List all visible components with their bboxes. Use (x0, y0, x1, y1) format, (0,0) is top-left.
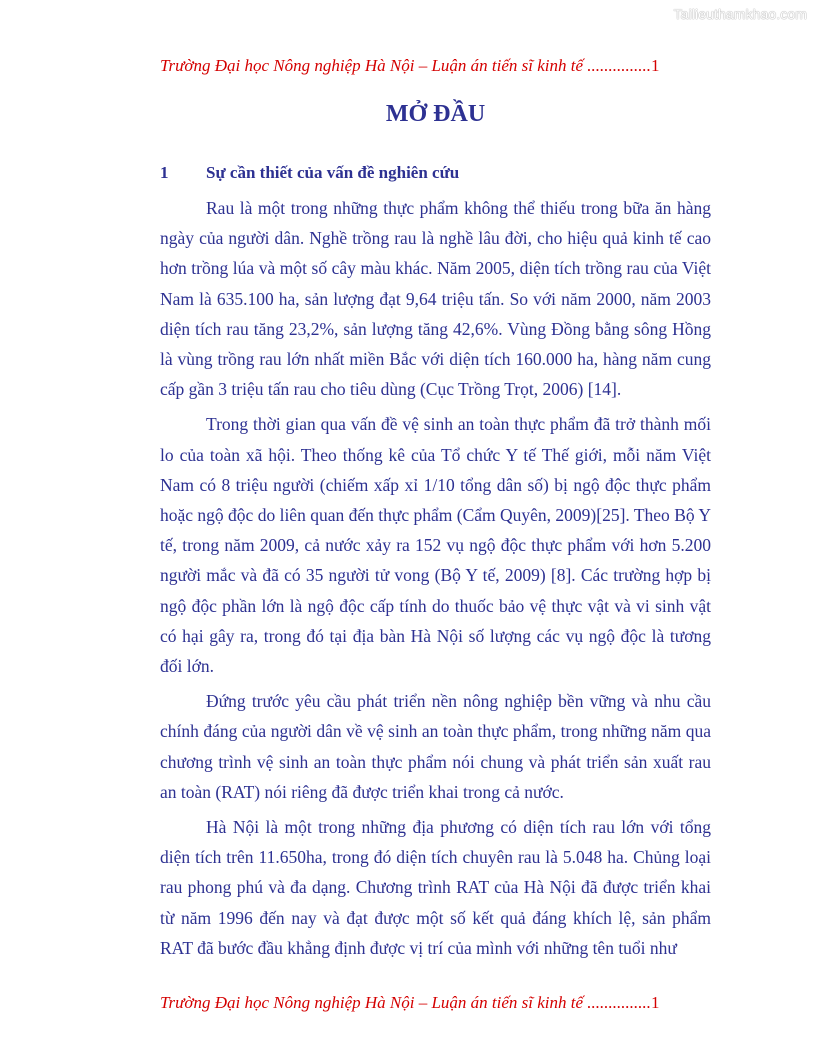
running-header-page-number: 1 (651, 56, 660, 75)
paragraph: Đứng trước yêu cầu phát triển nền nông nghiệp bền vững và nhu cầu chính đáng của người dân về vệ sinh an toàn thực phẩm, trong những năm qua chương trình vệ sinh an toàn thực phẩm nói chung và phát triển sản xuất rau an toàn (RAT) nói riêng đã được triển khai trong cả nước. (160, 691, 711, 802)
running-header (160, 56, 676, 76)
paragraph: Hà Nội là một trong những địa phương có diện tích rau lớn với tổng diện tích trên 11.650ha, trong đó diện tích chuyên rau là 5.048 ha. Chủng loại rau phong phú và đa dạng. Chương trình RAT của Hà Nội đã được triển khai từ năm 1996 đến nay và đạt được một số kết quả đáng khích lệ, sản phẩm RAT đã bước đầu khẳng định được vị trí của mình với những tên tuổi như (160, 817, 711, 958)
running-footer-text: Trường Đại học Nông nghiệp Hà Nội – Luận án tiến sĩ kinh tế ............... (160, 993, 652, 1012)
running-footer-page-number: 1 (651, 993, 660, 1012)
body-text (160, 193, 711, 968)
watermark: Tailieuthamkhao.com (673, 6, 807, 22)
section-title: Sự cần thiết của vấn đề nghiên cứu (206, 163, 460, 182)
section-number: 1 (160, 163, 169, 182)
page-title: MỞ ĐẦU (385, 101, 486, 127)
paragraph: Rau là một trong những thực phẩm không thể thiếu trong bữa ăn hàng ngày của người dân. Nghề trồng rau là nghề lâu đời, cho hiệu quả kinh tế cao hơn trồng lúa và một số cây màu khác. Năm 2005, diện tích trồng rau của Việt Nam là 635.100 ha, sản lượng đạt 9,64 triệu tấn. So với năm 2000, năm 2003 diện tích rau tăng 23,2%, sản lượng tăng 42,6%. Vùng Đồng bằng sông Hồng là vùng trồng rau lớn nhất miền Bắc với diện tích 160.000 ha, hàng năm cung cấp gần 3 triệu tấn rau cho tiêu dùng (Cục Trồng Trọt, 2006) [14]. (160, 198, 711, 400)
paragraph: Trong thời gian qua vấn đề vệ sinh an toàn thực phẩm đã trở thành mối lo của toàn xã hội. Theo thống kê của Tổ chức Y tế Thế giới, mỗi năm Việt Nam có 8 triệu người (chiếm xấp xỉ 1/10 tổng dân số) bị ngộ độc thực phẩm hoặc ngộ độc do liên quan đến thực phẩm (Cẩm Quyên, 2009)[25]. Theo Bộ Y tế, trong năm 2009, cả nước xảy ra 152 vụ ngộ độc thực phẩm với hơn 5.200 người mắc và đã có 35 người tử vong (Bộ Y tế, 2009) [8]. Các trường hợp bị ngộ độc phần lớn là ngộ độc cấp tính do thuốc bảo vệ thực vật và vi sinh vật có hại gây ra, trong đó tại địa bàn Hà Nội số lượng các vụ ngộ độc là tương đối lớn. (160, 414, 711, 677)
section-heading (160, 163, 459, 183)
running-header-text: Trường Đại học Nông nghiệp Hà Nội – Luận án tiến sĩ kinh tế ............... (160, 56, 652, 75)
running-footer (160, 993, 676, 1013)
